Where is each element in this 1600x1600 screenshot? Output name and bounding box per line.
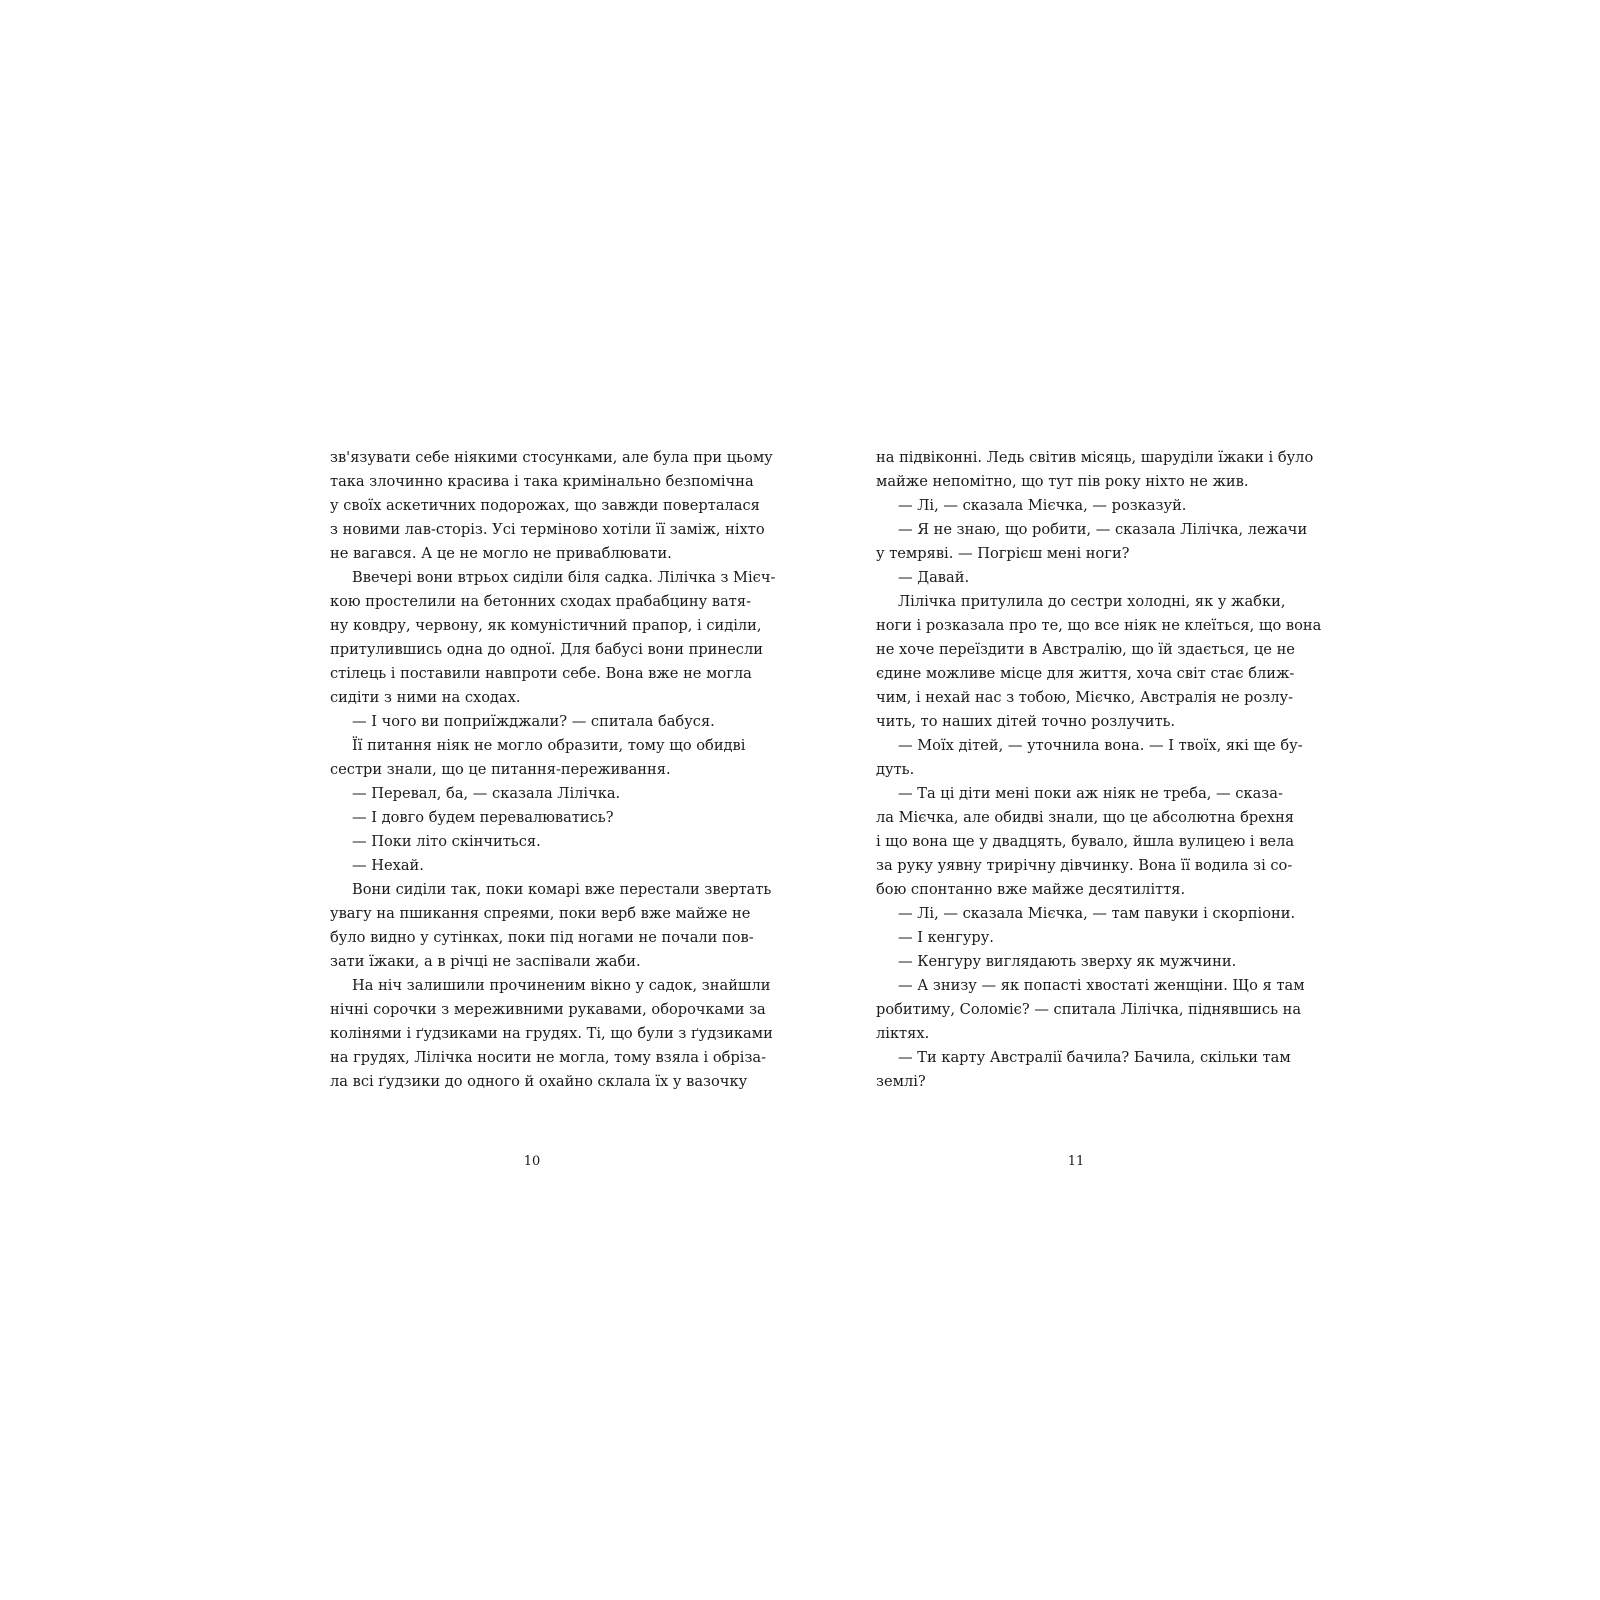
text-line: ла всі ґудзики до одного й охайно склала їх у вазочку: [330, 1073, 748, 1090]
text-line: стілець і поставили навпроти себе. Вона вже не могла: [330, 665, 752, 682]
left-page: [330, 446, 776, 1094]
text-line: — Давай.: [898, 569, 970, 586]
text-line: — Кенгуру виглядають зверху як мужчини.: [898, 953, 1237, 970]
text-line: Вони сиділи так, поки комарі вже перестали звертать: [352, 881, 772, 898]
text-line: майже непомітно, що тут пів року ніхто не жив.: [876, 473, 1249, 490]
text-line: — І кенгуру.: [898, 929, 994, 946]
text-line: — І довго будем перевалюватись?: [352, 809, 614, 826]
text-line: — Нехай.: [352, 857, 424, 874]
text-line: у темряві. — Погрієш мені ноги?: [876, 545, 1130, 562]
text-line: було видно у сутінках, поки під ногами не почали пов-: [330, 929, 754, 946]
text-line: Її питання ніяк не могло образити, тому що обидві: [352, 737, 746, 754]
text-line: єдине можливе місце для життя, хоча світ стає ближ-: [876, 665, 1295, 682]
text-line: ліктях.: [876, 1025, 930, 1042]
text-line: притулившись одна до одної. Для бабусі вони принесли: [330, 641, 763, 658]
page-number-right: 11: [1067, 1154, 1085, 1169]
text-line: чить, то наших дітей точно розлучить.: [876, 713, 1176, 730]
text-line: — Та ці діти мені поки аж ніяк не треба, — сказа-: [898, 785, 1283, 802]
text-line: дуть.: [876, 761, 915, 778]
text-line: — Поки літо скінчиться.: [352, 833, 541, 850]
right-page: [876, 446, 1322, 1094]
text-line: — Ти карту Австралії бачила? Бачила, скільки там: [898, 1049, 1291, 1066]
text-line: на грудях, Лілічка носити не могла, тому взяла і обрізa-: [330, 1049, 767, 1066]
text-line: зати їжаки, а в річці не заспівали жаби.: [330, 953, 641, 970]
text-line: ла Мієчка, але обидві знали, що це абсолютна брехня: [876, 809, 1295, 826]
text-line: Лілічка притулила до сестри холодні, як у жабки,: [898, 593, 1286, 610]
text-line: бою спонтанно вже майже десятиліття.: [876, 881, 1186, 898]
text-line: і що вона ще у двадцять, бувало, йшла вулицею і вела: [876, 833, 1295, 850]
page-number-left: 10: [523, 1154, 541, 1169]
text-line: — Я не знаю, що робити, — сказала Лілічка, лежачи: [898, 521, 1308, 538]
text-line: робитиму, Соломіє? — спитала Лілічка, піднявшись на: [876, 1001, 1302, 1018]
text-line: — А знизу — як попасті хвостаті женщіни. Що я там: [898, 977, 1305, 994]
text-line: чим, і нехай нас з тобою, Мієчко, Австралія не розлу-: [876, 689, 1294, 706]
text-line: нічні сорочки з мереживними рукавами, оборочками за: [330, 1001, 766, 1018]
text-line: з новими лав-сторіз. Усі терміново хотіли її заміж, ніхто: [330, 521, 765, 538]
text-line: сестри знали, що це питання-переживання.: [330, 761, 671, 778]
text-line: ноги і розказала про те, що все ніяк не клеїться, що вона: [876, 617, 1322, 634]
text-line: сидіти з ними на сходах.: [330, 689, 521, 706]
text-line: — Перевал, ба, — сказала Лілічка.: [352, 785, 621, 802]
text-line: — Моїх дітей, — уточнила вона. — І твоїх, які ще бу-: [898, 737, 1303, 754]
text-line: колінями і ґудзиками на грудях. Ті, що були з ґудзиками: [330, 1025, 773, 1042]
text-line: — Лі, — сказала Мієчка, — розказуй.: [898, 497, 1187, 514]
text-line: у своїх аскетичних подорожах, що завжди поверталася: [330, 497, 760, 514]
text-line: увагу на пшикання спреями, поки верб вже майже не: [330, 905, 751, 922]
text-line: — І чого ви поприїжджали? — спитала бабуся.: [352, 713, 715, 730]
text-line: зв'язувати себе ніякими стосунками, але була при цьому: [330, 449, 773, 466]
text-line: за руку уявну трирічну дівчинку. Вона її водила зі со-: [876, 857, 1293, 874]
text-line: не вагався. А це не могло не приваблювати.: [330, 545, 672, 562]
text-line: така злочинно красива і така кримінально безпомічна: [330, 473, 754, 490]
text-line: не хоче переїздити в Австралію, що їй здається, це не: [876, 641, 1295, 658]
text-line: На ніч залишили прочиненим вікно у садок, знайшли: [352, 977, 771, 994]
text-line: — Лі, — сказала Мієчка, — там павуки і скорпіони.: [898, 905, 1296, 922]
text-line: на підвіконні. Ледь світив місяць, шарудiли їжаки і було: [876, 449, 1314, 466]
text-line: землі?: [876, 1073, 926, 1090]
text-line: кою простелили на бетонних сходах прабабцину ватя-: [330, 593, 752, 610]
text-line: ну ковдру, червону, як комуністичний прапор, і сиділи,: [330, 617, 762, 634]
text-line: Ввечері вони втрьох сиділи біля садка. Лілічка з Мієч-: [352, 569, 776, 586]
